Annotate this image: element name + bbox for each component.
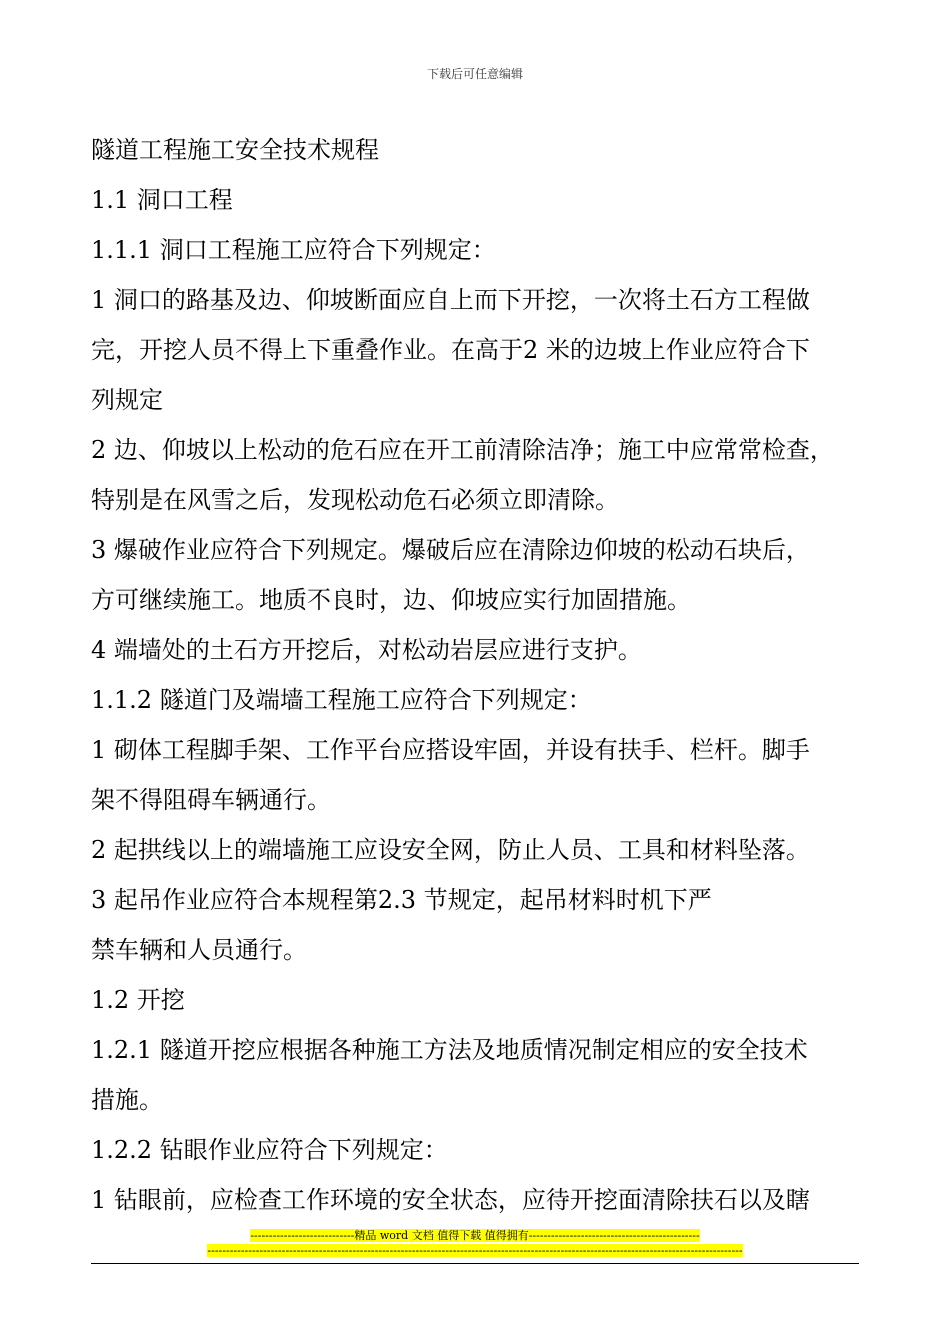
- paragraph-line: 1 洞口的路基及边、仰坡断面应自上而下开挖，一次将土石方工程做: [91, 286, 810, 314]
- subsection-heading-1-1-2: 1.1.2 隧道门及端墙工程施工应符合下列规定：: [91, 686, 592, 714]
- page-header: 下载后可任意编辑: [426, 67, 523, 81]
- paragraph-line: 特别是在风雪之后，发现松动危石必须立即清除。: [91, 486, 619, 514]
- paragraph-line: 2 边、仰坡以上松动的危石应在开工前清除洁净；施工中应常常检查，: [91, 436, 834, 464]
- subsection-heading-1-1-1: 1.1.1 洞口工程施工应符合下列规定：: [91, 236, 496, 264]
- paragraph-line: 方可继续施工。地质不良时，边、仰坡应实行加固措施。: [91, 586, 691, 614]
- paragraph-line: 4 端墙处的土石方开挖后，对松动岩层应进行支护。: [91, 636, 642, 664]
- paragraph-line: 3 起吊作业应符合本规程第2.3 节规定，起吊材料时机下严: [91, 886, 712, 914]
- subsection-heading-1-2-1: 1.2.1 隧道开挖应根据各种施工方法及地质情况制定相应的安全技术: [91, 1036, 808, 1064]
- section-heading-1-1: 1.1 洞口工程: [91, 186, 233, 214]
- document-title: 隧道工程施工安全技术规程: [91, 136, 379, 164]
- section-heading-1-2: 1.2 开挖: [91, 986, 185, 1014]
- paragraph-line: 列规定: [91, 386, 163, 414]
- footer-banner-line-1: [0, 1229, 950, 1243]
- paragraph-line: 3 爆破作业应符合下列规定。爆破后应在清除边仰坡的松动石块后，: [91, 536, 810, 564]
- footer-banner-text-1: ----------------------------精品 word 文档 值得下载 值得拥有----------------------------------------------: [250, 1229, 700, 1242]
- paragraph-line: 2 起拱线以上的端墙施工应设安全网，防止人员、工具和材料坠落。: [91, 836, 810, 864]
- paragraph-line: 措施。: [91, 1086, 163, 1114]
- footer-banner-text-2: ------------------------------------------------------------------------------------------------------------------------------------------------: [207, 1244, 743, 1257]
- footer-divider: [91, 1263, 859, 1264]
- paragraph-line: 1 砌体工程脚手架、工作平台应搭设牢固，并设有扶手、栏杆。脚手: [91, 736, 810, 764]
- subsection-heading-1-2-2: 1.2.2 钻眼作业应符合下列规定：: [91, 1136, 448, 1164]
- footer-banner-line-2: [0, 1244, 950, 1258]
- paragraph-line: 架不得阻碍车辆通行。: [91, 786, 331, 814]
- document-body: [91, 125, 871, 1225]
- paragraph-line: 完，开挖人员不得上下重叠作业。在高于2 米的边坡上作业应符合下: [91, 336, 810, 364]
- paragraph-line: 1 钻眼前，应检查工作环境的安全状态，应待开挖面清除扶石以及瞎: [91, 1186, 810, 1214]
- paragraph-line: 禁车辆和人员通行。: [91, 936, 307, 964]
